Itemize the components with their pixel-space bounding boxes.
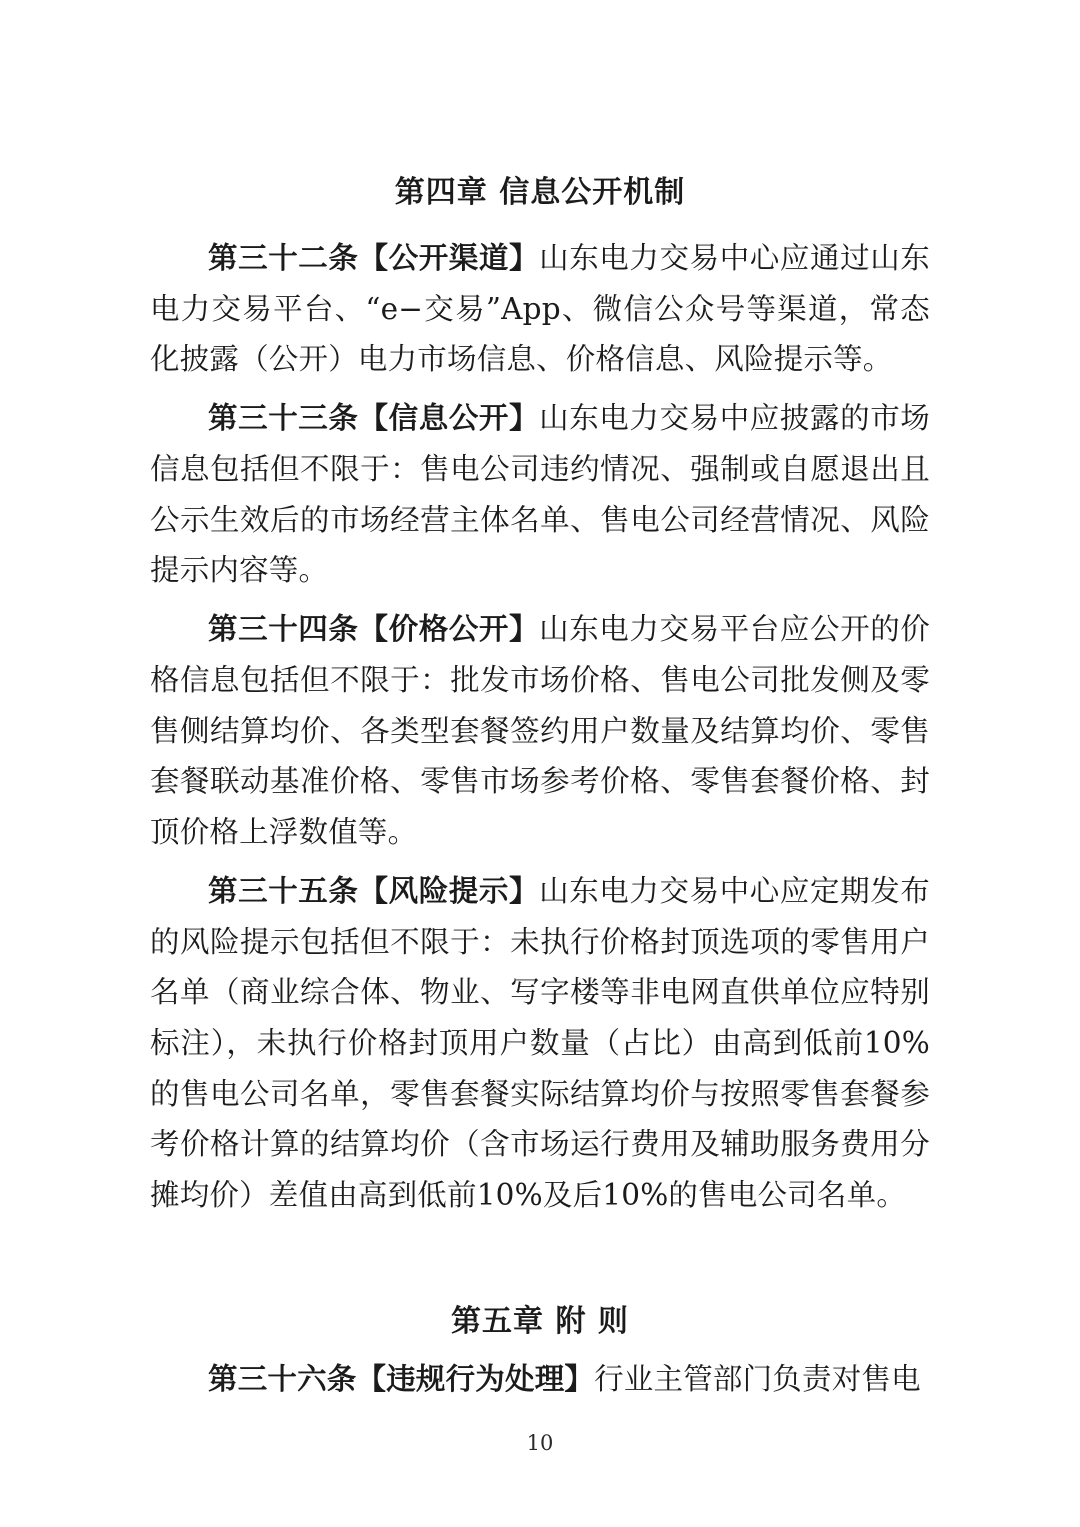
- article-35-text: 山东电力交易中心应定期发布的风险提示包括但不限于：未执行价格封顶选项的零售用户名单（商业综合体、物业、写字楼等非电网直供单位应特别标注），未执行价格封顶用户数量（占比）由高到低前10%的售电公司名单，零售套餐实际结算均价与按照零售套餐参考价格计算的结算均价（含市场运行费用及辅助服务费用分摊均价）差值由高到低前10%及后10%的售电公司名单。: [150, 873, 931, 1213]
- article-32-label: 第三十二条【公开渠道】: [208, 240, 540, 275]
- article-36: [150, 1354, 930, 1405]
- article-32: [150, 233, 930, 385]
- article-34: [150, 604, 930, 858]
- chapter-5-heading: 第五章 附 则: [451, 1303, 629, 1339]
- article-33: [150, 393, 930, 596]
- article-33-label: 第三十三条【信息公开】: [208, 400, 540, 436]
- article-36-text: 行业主管部门负责对售电: [594, 1361, 921, 1396]
- article-36-label: 第三十六条【违规行为处理】: [208, 1360, 595, 1396]
- page-number: 10: [526, 1431, 554, 1455]
- article-35: [150, 866, 930, 1221]
- article-35-label: 第三十五条【风险提示】: [208, 872, 540, 908]
- chapter-4-heading: 第四章 信息公开机制: [394, 175, 686, 210]
- article-32-text: 山东电力交易中心应通过山东电力交易平台、“e−交易”App、微信公众号等渠道，常态化披露（公开）电力市场信息、价格信息、风险提示等。: [150, 241, 931, 377]
- article-33-text: 山东电力交易中应披露的市场信息包括但不限于：售电公司违约情况、强制或自愿退出且公示生效后的市场经营主体名单、售电公司经营情况、风险提示内容等。: [150, 401, 931, 588]
- article-34-text: 山东电力交易平台应公开的价格信息包括但不限于：批发市场价格、售电公司批发侧及零售侧结算均价、各类型套餐签约用户数量及结算均价、零售套餐联动基准价格、零售市场参考价格、零售套餐价格、封顶价格上浮数值等。: [150, 612, 931, 850]
- article-34-label: 第三十四条【价格公开】: [208, 611, 540, 647]
